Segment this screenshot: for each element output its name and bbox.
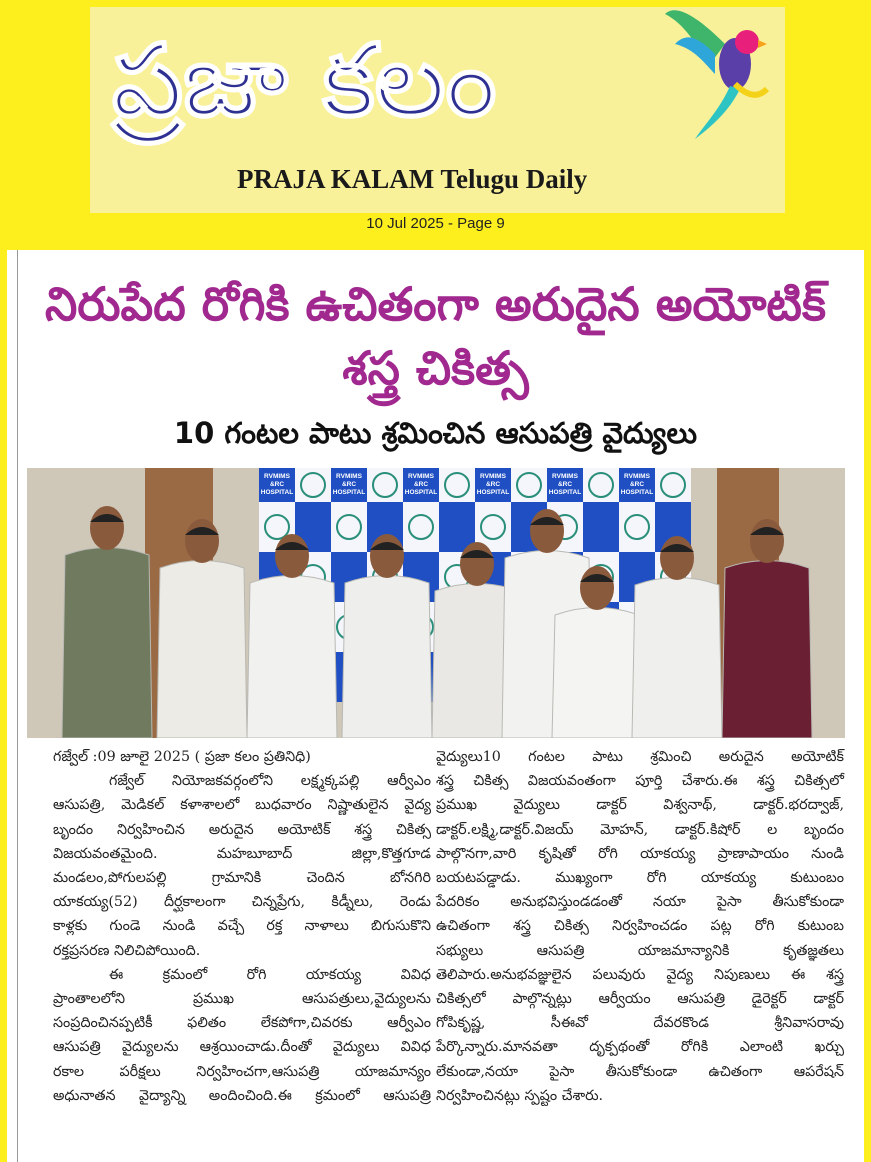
banner-text: &RC [413, 481, 429, 488]
article-line: ఉచితంగా శస్త్ర చికిత్స నిర్వహించడం పట్ల రోగి కుటుంబ [436, 918, 844, 935]
article-line: విజయవంతమైంది. మహబూబాద్ జిల్లా,కొత్తగూడ [53, 845, 431, 862]
article-column-left [53, 745, 431, 1108]
logo-telugu: ప్రజా కలం [112, 22, 497, 139]
divider [17, 250, 18, 1162]
banner-text: RVMIMS [552, 473, 578, 480]
article-headline: నిరుపేద రోగికి ఉచితంగా అరుదైన అయోటిక్ శస్త్ర చికిత్స [45, 277, 826, 395]
article-line: డాక్టర్.లక్ష్మి,డాక్టర్.విజయ్ మోహన్, డాక్టర్.కిషోర్ ల బృందం [436, 821, 844, 838]
article-line: అధునాతన వైద్యాన్ని అందించింది.ఈ క్రమంలో ఆసుపత్రి [53, 1087, 431, 1104]
article-line: సభ్యులు ఆసుపత్రి యాజమాన్యానికి కృతజ్ఞతలు [436, 942, 844, 959]
article-line: చికిత్సలో పాల్గొన్నట్లు ఆర్వీయం ఆసుపత్రి డైరెక్టర్ డాక్టర్ [436, 991, 844, 1008]
article-line: రక్తప్రసరణ నిలిచిపోయింది. [53, 942, 201, 959]
banner-text: &RC [269, 481, 285, 488]
article-line: ఆసుపత్రి వైద్యులను ఆశ్రయించాడు.దీంతో వైద్యులు వివిధ [53, 1039, 431, 1056]
article-line: కాళ్లకు గుండె నుండి వచ్చే రక్త నాళాలు బిగుసుకొని [53, 918, 431, 935]
banner-text: HOSPITAL [404, 489, 438, 496]
edition-dateline: 10 Jul 2025 - Page 9 [366, 215, 505, 232]
article-line: గజ్వేల్ :09 జూలై 2025 ( ప్రజా కలం ప్రతినిధి) [53, 749, 311, 765]
banner-tile [583, 502, 619, 552]
article-line: ప్రాంతాలలోని ప్రముఖ ఆసుపత్రులు,వైద్యులను [53, 991, 431, 1008]
article-line: గజ్వేల్ నియోజకవర్గంలోని లక్ష్మక్కపల్లి ఆర్వీఎం [109, 773, 431, 790]
article-column-right [436, 745, 844, 1108]
article-line: ఆసుపత్రి, మెడికల్ కళాశాలలో బుధవారం నిష్ణాతులైన వైద్య [53, 797, 431, 814]
banner-text: &RC [341, 481, 357, 488]
banner-text: HOSPITAL [620, 489, 654, 496]
banner-text: HOSPITAL [548, 489, 582, 496]
article-line: లేకుండా,నయా పైసా తీసుకోకుండా ఉచితంగా ఆపరేషన్ [436, 1063, 844, 1080]
article-line: రకాల పరీక్షలు నిర్వహించగా,ఆసుపత్రి యాజమాన్యం [53, 1063, 431, 1080]
banner-text: HOSPITAL [332, 489, 366, 496]
article-body [53, 745, 864, 1108]
banner-text: HOSPITAL [260, 489, 294, 496]
article-panel [7, 250, 864, 1162]
article-line: శస్త్ర చికిత్స విజయవంతంగా పూర్తి చేశారు.ఈ శస్త్ర చికిత్సలో [436, 773, 844, 790]
article-line: యాకయ్య(52) దీర్ఘకాలంగా చిన్నప్రేగు, కిడ్నీలు, రెండు [53, 894, 431, 911]
banner-text: HOSPITAL [476, 489, 510, 496]
article-line: పాల్గొనగా,వారి కృషితో రోగి యాకయ్య ప్రాణాపాయం నుండి [436, 845, 844, 862]
article-subheadline: 10 గంటల పాటు శ్రమించిన ఆసుపత్రి వైద్యులు [173, 416, 698, 450]
article-line: గోపికృష్ణ, సీఈవో దేవరకొండ శ్రీనివాసరావు [436, 1015, 844, 1032]
banner-text: &RC [629, 481, 645, 488]
banner-text: RVMIMS [624, 473, 650, 480]
article-line: పేర్కొన్నారు.మానవతా దృక్పథంతో రోగికి ఎలాంటి ఖర్చు [436, 1039, 844, 1056]
banner-text: RVMIMS [264, 473, 290, 480]
logo-english: PRAJA KALAM Telugu Daily [237, 164, 588, 194]
banner-text: RVMIMS [480, 473, 506, 480]
article-line: సంప్రదించినప్పటికీ ఫలితం లేకపోగా,చివరకు ఆర్వీఎం [53, 1015, 431, 1032]
article-line: పేదరికం అనుభవిస్తుండడంతో నయా పైసా తీసుకోకుండా [436, 894, 844, 911]
banner-text: &RC [485, 481, 501, 488]
article-photo [27, 468, 845, 738]
article-line: ప్రముఖ వైద్యులు డాక్టర్ విశ్వనాథ్, డాక్టర్.భరద్వాజ్, [436, 797, 844, 814]
banner-text: RVMIMS [336, 473, 362, 480]
logo-row [90, 7, 785, 157]
article-line: ఈ క్రమంలో రోగి యాకయ్య వివిధ [109, 966, 431, 983]
article-line: బృందం నిర్వహించిన అరుదైన అయోటిక్ శస్త్ర చికిత్స [53, 821, 431, 838]
article-line: బయటపడ్డాడు. ముఖ్యంగా రోగి యాకయ్య కుటుంబం [436, 870, 844, 887]
bird-logo-icon [655, 4, 775, 144]
article-line: తెలిపారు.అనుభవజ్ఞులైన పలువురు వైద్య నిపుణులు ఈ శస్త్ర [436, 966, 844, 983]
article-line: మండలం,పోగులపల్లి గ్రామానికి చెందిన బోనగిరి [53, 870, 431, 887]
article-line: వైద్యులు10 గంటల పాటు శ్రమించి అరుదైన అయోటిక్ [436, 749, 844, 765]
banner-text: &RC [557, 481, 573, 488]
masthead [90, 7, 785, 213]
article-line: నిర్వహించినట్లు స్పష్టం చేశారు. [436, 1087, 604, 1104]
banner-text: RVMIMS [408, 473, 434, 480]
